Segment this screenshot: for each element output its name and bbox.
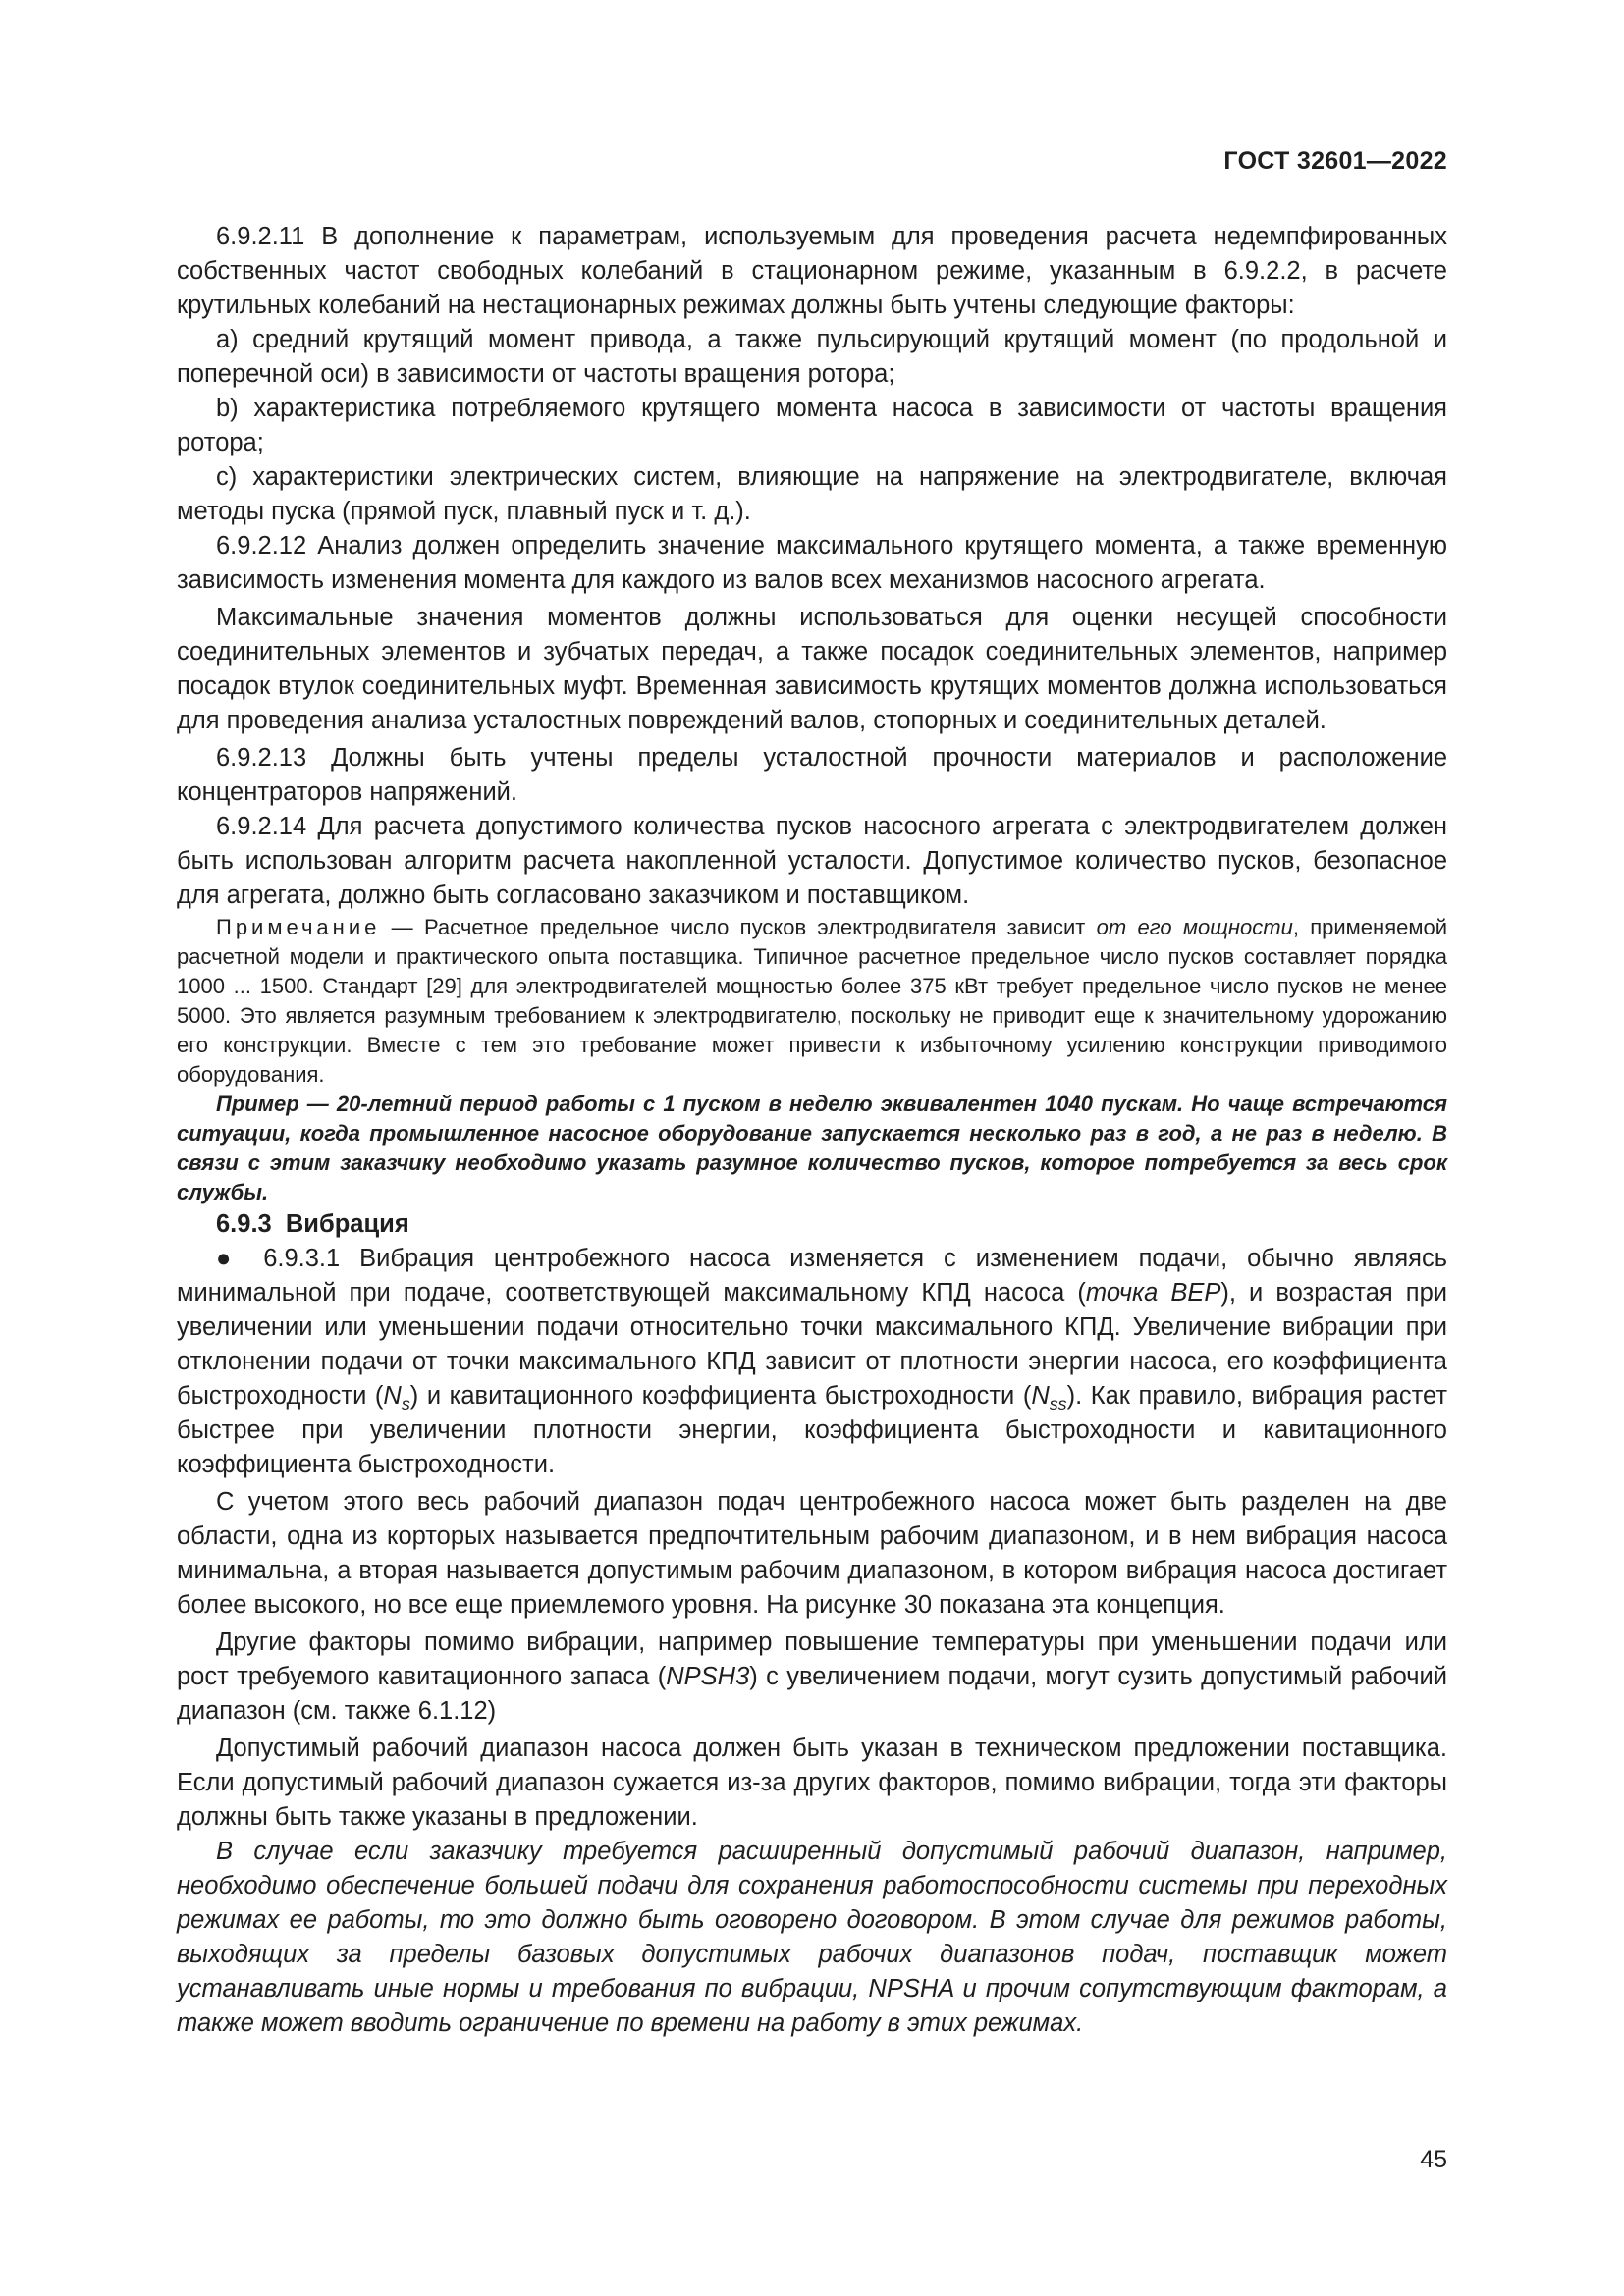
list-item-b: b) характеристика потребляемого крутящего момента насоса в зависимости от частоты вращения ротора; [177,395,1447,456]
note: Примечание — Расчетное предельное число пусков электродвигателя зависит от его мощности, применяемой расчетной модели и практического опыта поставщика. Типичное расчетное предельное число пусков составляет порядка 1000 ... 1500. Стандарт [29] для электродвигателей мощностью более 375 кВт требует предельное число пусков не менее 5000. Это является разумным требованием к электродвигателю, поскольку не приводит еще к значительному удорожанию его конструкции. Вместе с тем это требование может привести к избыточному усилению конструкции приводимого оборудования. [177,915,1447,1087]
page-number: 45 [1420,2146,1447,2173]
paragraph-6-9-3-1: ● 6.9.3.1 Вибрация центробежного насоса изменяется с изменением подачи, обычно являясь минимальной при подаче, соответствующей максимальному КПД насоса (точка BEP), и возрастая при увеличении или уменьшении подачи относительно точки максимального КПД. Увеличение вибрации при отклонении подачи от точки максимального КПД зависит от плотности энергии насоса, его коэффициента быстроходности $(N_s)$ и кавитационного коэффициента быстроходности $(N_{ss})$. Как правило, вибрация растет быстрее при увеличении плотности энергии, коэффициента быстроходности и кавитационного коэффициента быстроходности. [177,1245,1448,1478]
paragraph-operating-range: С учетом этого весь рабочий диапазон подач центробежного насоса может быть разделен на две области, одна из корторых называется предпочтительным рабочим диапазоном, и в нем вибрация насоса минимальна, а вторая называется допустимым рабочим диапазоном, в котором вибрация насоса достигает более высокого, но все еще приемлемого уровня. На рисунке 30 показана эта концепция. [177,1488,1447,1619]
list-item-a: a) средний крутящий момент привода, а также пульсирующий крутящий момент (по продольной и поперечной оси) в зависимости от частоты вращения ротора; [177,326,1447,388]
example: Пример — 20-летний период работы с 1 пуском в неделю эквивалентен 1040 пускам. Но чаще встречаются ситуации, когда промышленное насосное оборудование запускается несколько раз в год, а не раз в неделю. В связи с этим заказчику необходимо указать разумное количество пусков, которое потребуется за весь срок службы. [177,1092,1447,1204]
paragraph-technical-proposal: Допустимый рабочий диапазон насоса должен быть указан в техническом предложении поставщика. Если допустимый рабочий диапазон сужается из-за других факторов, помимо вибрации, тогда эти факторы должны быть также указаны в предложении. [177,1735,1447,1831]
paragraph-6-9-2-14: 6.9.2.14 Для расчета допустимого количества пусков насосного агрегата с электродвигателем должен быть использован алгоритм расчета накопленной усталости. Допустимое количество пусков, безопасное для агрегата, должно быть согласовано заказчиком и поставщиком. [177,813,1447,909]
paragraph-extended-range: В случае если заказчику требуется расширенный допустимый рабочий диапазон, например, необходимо обеспечение большей подачи для сохранения работоспособности системы при переходных режимах ее работы, то это должно быть оговорено договором. В этом случае для режимов работы, выходящих за пределы базовых допустимых рабочих диапазонов подач, поставщик может устанавливать иные нормы и требования по вибрации, NPSHA и прочим сопутствующим факторам, а также может вводить ограничение по времени на работу в этих режимах. [177,1838,1447,2037]
note-label: Примечание [216,915,381,939]
list-item-c: c) характеристики электрических систем, влияющие на напряжение на электродвигателе, включая методы пуска (прямой пуск, плавный пуск и т. д.). [177,463,1447,525]
paragraph-6-9-2-13: 6.9.2.13 Должны быть учтены пределы усталостной прочности материалов и расположение концентраторов напряжений. [177,744,1447,806]
paragraph-6-9-2-12: 6.9.2.12 Анализ должен определить значение максимального крутящего момента, а также временную зависимость изменения момента для каждого из валов всех механизмов насосного агрегата. [177,532,1447,594]
section-heading: 6.9.3 Вибрация [216,1210,409,1238]
change-marker-bullet: ● [216,1245,244,1272]
document-designation: ГОСТ 32601—2022 [1223,147,1447,175]
paragraph-6-9-2-11: 6.9.2.11 В дополнение к параметрам, используемым для проведения расчета недемпфированных собственных частот свободных колебаний в стационарном режиме, указанным в 6.9.2.2, в расчете крутильных колебаний на нестационарных режимах должны быть учтены следующие факторы: [177,223,1447,319]
paragraph-other-factors: Другие факторы помимо вибрации, например повышение температуры при уменьшении подачи или рост требуемого кавитационного запаса (NPSH3) с увеличением подачи, могут сузить допустимый рабочий диапазон (см. также 6.1.12) [177,1629,1447,1725]
page-body [177,220,1447,2041]
paragraph-max-moments: Максимальные значения моментов должны использоваться для оценки несущей способности соединительных элементов и зубчатых передач, а также посадок соединительных элементов, например посадок втулок соединительных муфт. Временная зависимость крутящих моментов должна использоваться для проведения анализа усталостных повреждений валов, стопорных и соединительных деталей. [177,604,1447,734]
